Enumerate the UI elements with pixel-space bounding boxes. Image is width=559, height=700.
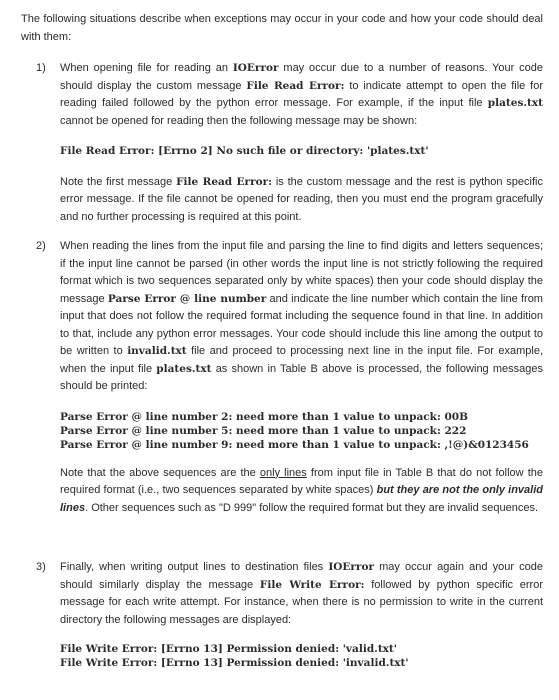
code-line: File Write Error: [Errno 13] Permission denied: 'valid.txt' — [60, 643, 397, 655]
code-line: Parse Error @ line number 9: need more than 1 value to unpack: ,!@)&0123456 — [60, 438, 529, 451]
underlined-text: only lines — [259, 466, 307, 479]
code-term: plates.txt — [156, 362, 212, 375]
text-run: Finally, when writing output lines to destination files — [60, 561, 329, 573]
code-line: Parse Error @ line number 5: need more than 1 value to unpack: 222 — [60, 424, 467, 437]
text-run: file and proceed to processing next line in the input file. For example, when the input file — [60, 345, 543, 375]
list-item-content — [60, 559, 543, 670]
code-line: File Read Error: [Errno 2] No such file or directory: 'plates.txt' — [60, 145, 429, 157]
code-term: File Read Error: — [246, 79, 345, 92]
list-item-3 — [36, 559, 543, 670]
code-line: File Write Error: [Errno 13] Permission denied: 'invalid.txt' — [60, 657, 409, 669]
list-number: 1) — [36, 62, 46, 74]
text-run: . Other sequences such as "D 999" follow the required format but they are invalid sequences. — [85, 501, 539, 514]
code-term: plates.txt — [487, 97, 543, 109]
paragraph — [60, 465, 543, 518]
text-run: When reading the lines from the input file and parsing the line to find digits and letters sequences; if the input line cannot be parsed (in other words the input line is not strictly following the required format which is two sequences separated only by white spaces) then your code should display the message — [60, 240, 543, 305]
code-term: File Read Error: — [176, 175, 273, 188]
list-number: 2) — [36, 240, 46, 252]
intro-text: The following situations describe when exceptions may occur in your code and how your code should deal with them: — [21, 13, 543, 43]
paragraph — [60, 174, 543, 227]
text-run: When opening file for reading an — [60, 62, 233, 74]
code-example — [60, 410, 543, 452]
text-run: cannot be opened for reading then the following message may be shown: — [60, 114, 418, 127]
text-run: is the custom message and the rest is python specific error message. If the file cannot be opened for reading, then you must end the program gracefully and no further processing is required at this point. — [60, 175, 543, 223]
code-line: Parse Error @ line number 2: need more than 1 value to unpack: 00B — [60, 410, 468, 423]
code-term: IOError — [232, 62, 279, 74]
text-run: from input file in Table B that do not follow the required format (i.e., two sequences separated by white spaces) — [60, 466, 544, 496]
list-item-2 — [36, 238, 543, 517]
code-term: IOError — [328, 561, 374, 573]
emphasis-text: but they are not the only invalid lines — [60, 484, 543, 514]
text-run: may occur again and your code should similarly display the message — [60, 561, 543, 591]
text-run: Note the first message — [60, 175, 177, 188]
text-run: Note that the above sequences are the — [60, 466, 260, 479]
list-item-1 — [36, 60, 543, 226]
code-term: Parse Error @ line number — [107, 292, 267, 305]
text-run: followed by python specific error message for each write attempt. For instance, when there is no permission to write in the current directory the following messages are displayed: — [60, 578, 543, 626]
code-example — [60, 143, 543, 161]
code-term: File Write Error: — [259, 578, 365, 591]
list-item-content — [60, 238, 543, 517]
code-example — [60, 642, 543, 670]
list-item-content — [60, 60, 543, 226]
text-run: and indicate the line number which contain the line from input that does not follow the required format including the sequence found in that line. In addition to that, include any python error messages. Your code should include this line among the output to be written to — [60, 292, 543, 357]
text-run: may occur due to a number of reasons. Your code should display the custom message — [60, 62, 543, 92]
paragraph — [60, 238, 543, 396]
text-run: to indicate attempt to open the file for reading failed followed by the python error message. For example, if the input file — [60, 79, 543, 109]
list-number: 3) — [36, 561, 46, 573]
code-term: invalid.txt — [127, 345, 187, 357]
text-run: as shown in Table B above is processed, the following messages should be printed: — [60, 362, 544, 392]
paragraph — [60, 559, 543, 629]
paragraph — [60, 60, 543, 130]
